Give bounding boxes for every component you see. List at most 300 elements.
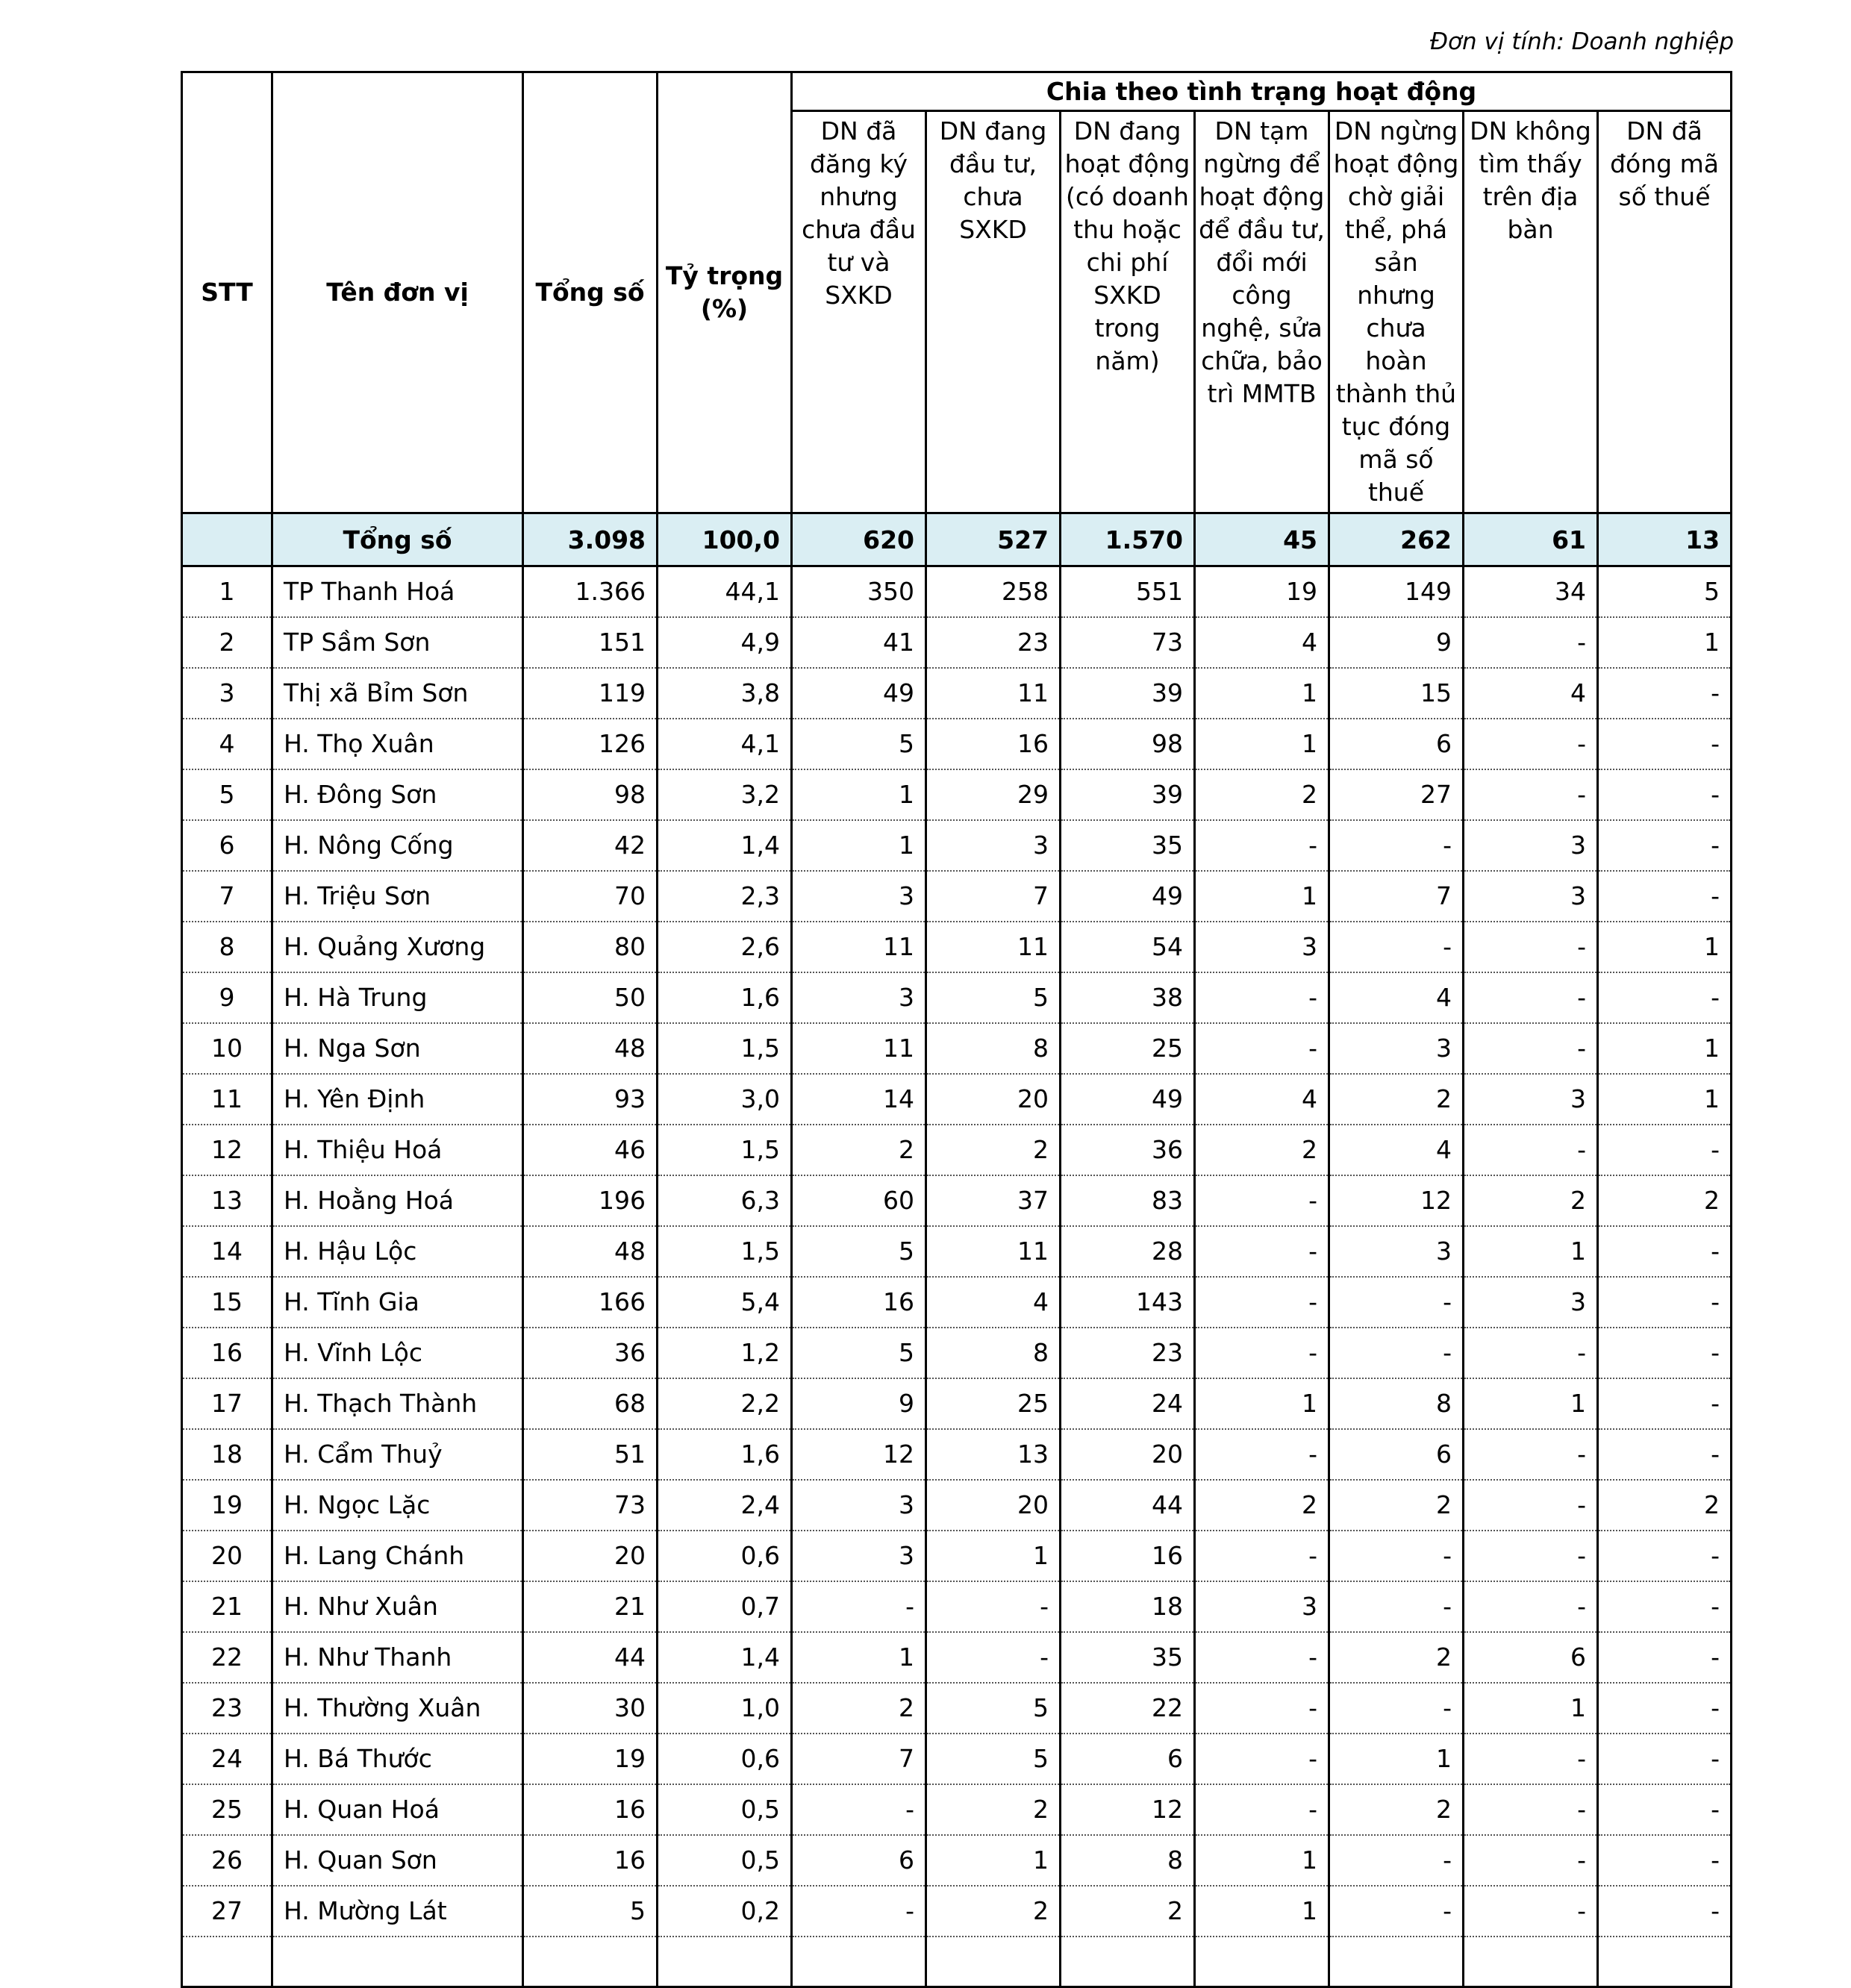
cell-operating: 35 [1061, 820, 1195, 871]
cell-operating: 49 [1061, 1074, 1195, 1125]
table-row [182, 769, 1732, 820]
cell-ceased: 9 [1329, 617, 1464, 668]
cell-ceased: - [1329, 1886, 1464, 1937]
cell-ceased: - [1329, 1531, 1464, 1581]
cell-stt: 4 [182, 719, 272, 769]
empty-cell [272, 1937, 523, 1987]
cell-not-found: - [1464, 719, 1598, 769]
cell-suspended: 1 [1195, 1378, 1329, 1429]
cell-not-found: - [1464, 1784, 1598, 1835]
cell-stt: 18 [182, 1429, 272, 1480]
cell-suspended: 1 [1195, 668, 1329, 719]
cell-operating: 36 [1061, 1125, 1195, 1175]
cell-name: H. Cẩm Thuỷ [272, 1429, 523, 1480]
cell-registered: 3 [792, 871, 926, 922]
cell-total: 93 [523, 1074, 658, 1125]
cell-total: 98 [523, 769, 658, 820]
cell-stt: 7 [182, 871, 272, 922]
cell-stt: 9 [182, 972, 272, 1023]
cell-share: 1,6 [658, 1429, 792, 1480]
cell-stt: 19 [182, 1480, 272, 1531]
header-sub-closed: DN đã đóng mã số thuế [1598, 111, 1732, 513]
table-row [182, 719, 1732, 769]
cell-registered: 41 [792, 617, 926, 668]
cell-ceased: 2 [1329, 1480, 1464, 1531]
cell-closed: - [1598, 1531, 1732, 1581]
cell-name: H. Hoằng Hoá [272, 1175, 523, 1226]
cell-investing: - [926, 1632, 1061, 1683]
cell-total: 166 [523, 1277, 658, 1328]
header-sub-investing: DN đang đầu tư, chưa SXKD [926, 111, 1061, 513]
cell-investing: 4 [926, 1277, 1061, 1328]
cell-closed: 5 [1598, 566, 1732, 617]
empty-cell [792, 1937, 926, 1987]
cell-total: 196 [523, 1175, 658, 1226]
cell-ceased: 27 [1329, 769, 1464, 820]
cell-share: 1,0 [658, 1683, 792, 1734]
cell-operating: 73 [1061, 617, 1195, 668]
total-row [182, 513, 1732, 566]
cell-operating: 25 [1061, 1023, 1195, 1074]
table-row [182, 1531, 1732, 1581]
cell-share: 4,1 [658, 719, 792, 769]
cell-closed: 1 [1598, 1074, 1732, 1125]
cell-name: TP Sầm Sơn [272, 617, 523, 668]
total-suspended: 45 [1195, 513, 1329, 566]
cell-operating: 98 [1061, 719, 1195, 769]
cell-stt: 21 [182, 1581, 272, 1632]
cell-ceased: 4 [1329, 972, 1464, 1023]
cell-not-found: 4 [1464, 668, 1598, 719]
table-row [182, 566, 1732, 617]
cell-not-found: - [1464, 1328, 1598, 1378]
header-name: Tên đơn vị [272, 72, 523, 513]
cell-registered: 3 [792, 1480, 926, 1531]
cell-registered: 16 [792, 1277, 926, 1328]
cell-ceased: - [1329, 1277, 1464, 1328]
cell-share: 1,4 [658, 820, 792, 871]
cell-name: H. Thường Xuân [272, 1683, 523, 1734]
empty-cell [1329, 1937, 1464, 1987]
cell-closed: - [1598, 871, 1732, 922]
cell-share: 1,2 [658, 1328, 792, 1378]
cell-suspended: - [1195, 820, 1329, 871]
cell-operating: 54 [1061, 922, 1195, 972]
cell-suspended: 2 [1195, 769, 1329, 820]
cell-total: 48 [523, 1023, 658, 1074]
cell-suspended: 3 [1195, 1581, 1329, 1632]
cell-name: H. Đông Sơn [272, 769, 523, 820]
cell-share: 3,8 [658, 668, 792, 719]
cell-closed: - [1598, 1886, 1732, 1937]
cell-name: H. Yên Định [272, 1074, 523, 1125]
total-ceased: 262 [1329, 513, 1464, 566]
cell-suspended: - [1195, 1784, 1329, 1835]
cell-suspended: - [1195, 1632, 1329, 1683]
table-row [182, 1581, 1732, 1632]
cell-stt: 6 [182, 820, 272, 871]
cell-stt: 12 [182, 1125, 272, 1175]
cell-investing: 7 [926, 871, 1061, 922]
cell-total: 36 [523, 1328, 658, 1378]
cell-operating: 12 [1061, 1784, 1195, 1835]
cell-investing: 5 [926, 972, 1061, 1023]
empty-cell [523, 1937, 658, 1987]
table-row [182, 1378, 1732, 1429]
cell-share: 0,2 [658, 1886, 792, 1937]
cell-not-found: 3 [1464, 871, 1598, 922]
cell-stt: 14 [182, 1226, 272, 1277]
cell-suspended: - [1195, 972, 1329, 1023]
cell-suspended: 2 [1195, 1480, 1329, 1531]
cell-suspended: 4 [1195, 1074, 1329, 1125]
cell-stt: 22 [182, 1632, 272, 1683]
cell-closed: - [1598, 719, 1732, 769]
cell-operating: 38 [1061, 972, 1195, 1023]
cell-share: 44,1 [658, 566, 792, 617]
cell-operating: 23 [1061, 1328, 1195, 1378]
header-stt: STT [182, 72, 272, 513]
total-share: 100,0 [658, 513, 792, 566]
cell-operating: 8 [1061, 1835, 1195, 1886]
cell-not-found: - [1464, 1125, 1598, 1175]
header-group: Chia theo tình trạng hoạt động [792, 72, 1732, 111]
cell-ceased: - [1329, 820, 1464, 871]
header-sub-registered: DN đã đăng ký nhưng chưa đầu tư và SXKD [792, 111, 926, 513]
table-row [182, 1125, 1732, 1175]
cell-name: H. Quảng Xương [272, 922, 523, 972]
cell-share: 6,3 [658, 1175, 792, 1226]
cell-registered: 6 [792, 1835, 926, 1886]
cell-share: 1,5 [658, 1226, 792, 1277]
table-row [182, 922, 1732, 972]
cell-registered: 12 [792, 1429, 926, 1480]
cell-total: 5 [523, 1886, 658, 1937]
cell-ceased: - [1329, 1683, 1464, 1734]
cell-name: H. Như Xuân [272, 1581, 523, 1632]
table-row [182, 871, 1732, 922]
cell-name: H. Bá Thước [272, 1734, 523, 1784]
cell-stt: 5 [182, 769, 272, 820]
cell-operating: 83 [1061, 1175, 1195, 1226]
cell-investing: 258 [926, 566, 1061, 617]
cell-registered: - [792, 1886, 926, 1937]
cell-operating: 16 [1061, 1531, 1195, 1581]
cell-share: 0,5 [658, 1835, 792, 1886]
cell-ceased: 2 [1329, 1074, 1464, 1125]
cell-total: 50 [523, 972, 658, 1023]
header-sub-suspended: DN tạm ngừng để hoạt động để đầu tư, đổi mới công nghệ, sửa chữa, bảo trì MMTB [1195, 111, 1329, 513]
table-row [182, 1429, 1732, 1480]
cell-total: 151 [523, 617, 658, 668]
cell-suspended: - [1195, 1328, 1329, 1378]
cell-investing: 5 [926, 1683, 1061, 1734]
header-share: Tỷ trọng (%) [658, 72, 792, 513]
cell-ceased: 8 [1329, 1378, 1464, 1429]
cell-ceased: 15 [1329, 668, 1464, 719]
cell-name: H. Ngọc Lặc [272, 1480, 523, 1531]
cell-stt: 20 [182, 1531, 272, 1581]
cell-operating: 35 [1061, 1632, 1195, 1683]
cell-closed: 1 [1598, 1023, 1732, 1074]
empty-cell [182, 1937, 272, 1987]
cell-total: 42 [523, 820, 658, 871]
cell-total: 119 [523, 668, 658, 719]
cell-not-found: - [1464, 1581, 1598, 1632]
unit-note: Đơn vị tính: Doanh nghiệp [1430, 28, 1734, 55]
empty-cell [1195, 1937, 1329, 1987]
cell-ceased: 4 [1329, 1125, 1464, 1175]
cell-suspended: - [1195, 1023, 1329, 1074]
cell-suspended: 1 [1195, 719, 1329, 769]
cell-name: H. Hậu Lộc [272, 1226, 523, 1277]
table-row [182, 1683, 1732, 1734]
cell-share: 0,7 [658, 1581, 792, 1632]
cell-not-found: 3 [1464, 1074, 1598, 1125]
cell-name: H. Thiệu Hoá [272, 1125, 523, 1175]
cell-not-found: - [1464, 617, 1598, 668]
cell-share: 1,4 [658, 1632, 792, 1683]
cell-operating: 49 [1061, 871, 1195, 922]
cell-registered: 1 [792, 820, 926, 871]
table-row [182, 1226, 1732, 1277]
cell-not-found: 2 [1464, 1175, 1598, 1226]
cell-stt: 1 [182, 566, 272, 617]
total-operating: 1.570 [1061, 513, 1195, 566]
cell-investing: - [926, 1581, 1061, 1632]
cell-not-found: 3 [1464, 1277, 1598, 1328]
cell-total: 30 [523, 1683, 658, 1734]
cell-registered: 350 [792, 566, 926, 617]
cell-total: 48 [523, 1226, 658, 1277]
cell-share: 4,9 [658, 617, 792, 668]
cell-total: 16 [523, 1835, 658, 1886]
cell-name: H. Thạch Thành [272, 1378, 523, 1429]
cell-total: 44 [523, 1632, 658, 1683]
cell-investing: 13 [926, 1429, 1061, 1480]
total-investing: 527 [926, 513, 1061, 566]
table-row [182, 972, 1732, 1023]
cell-suspended: 3 [1195, 922, 1329, 972]
cell-stt: 25 [182, 1784, 272, 1835]
cell-operating: 20 [1061, 1429, 1195, 1480]
cell-suspended: 1 [1195, 1886, 1329, 1937]
cell-name: H. Nông Cống [272, 820, 523, 871]
total-closed: 13 [1598, 513, 1732, 566]
table-row [182, 1328, 1732, 1378]
cell-closed: 1 [1598, 922, 1732, 972]
empty-cell [1061, 1937, 1195, 1987]
cell-ceased: - [1329, 1328, 1464, 1378]
cell-stt: 27 [182, 1886, 272, 1937]
cell-suspended: - [1195, 1175, 1329, 1226]
cell-investing: 1 [926, 1835, 1061, 1886]
cell-name: H. Hà Trung [272, 972, 523, 1023]
cell-registered: 1 [792, 769, 926, 820]
cell-name: H. Nga Sơn [272, 1023, 523, 1074]
cell-investing: 2 [926, 1125, 1061, 1175]
cell-total: 51 [523, 1429, 658, 1480]
cell-total: 21 [523, 1581, 658, 1632]
cell-registered: 2 [792, 1683, 926, 1734]
cell-investing: 8 [926, 1328, 1061, 1378]
cell-share: 3,0 [658, 1074, 792, 1125]
cell-not-found: - [1464, 1835, 1598, 1886]
cell-suspended: 2 [1195, 1125, 1329, 1175]
cell-total: 1.366 [523, 566, 658, 617]
header-total: Tổng số [523, 72, 658, 513]
cell-registered: 5 [792, 1226, 926, 1277]
cell-suspended: - [1195, 1531, 1329, 1581]
cell-not-found: - [1464, 1734, 1598, 1784]
cell-name: Thị xã Bỉm Sơn [272, 668, 523, 719]
cell-stt: 24 [182, 1734, 272, 1784]
table-row [182, 1277, 1732, 1328]
cell-share: 2,4 [658, 1480, 792, 1531]
cell-closed: - [1598, 1328, 1732, 1378]
cell-investing: 2 [926, 1784, 1061, 1835]
cell-share: 5,4 [658, 1277, 792, 1328]
cell-suspended: - [1195, 1226, 1329, 1277]
table-row [182, 1175, 1732, 1226]
cell-registered: 11 [792, 1023, 926, 1074]
cell-not-found: - [1464, 972, 1598, 1023]
cell-suspended: - [1195, 1734, 1329, 1784]
cell-operating: 28 [1061, 1226, 1195, 1277]
cell-investing: 2 [926, 1886, 1061, 1937]
empty-cell [658, 1937, 792, 1987]
cell-not-found: - [1464, 922, 1598, 972]
cell-stt: 11 [182, 1074, 272, 1125]
cell-operating: 24 [1061, 1378, 1195, 1429]
cell-not-found: 1 [1464, 1683, 1598, 1734]
cell-ceased: 149 [1329, 566, 1464, 617]
cell-name: H. Triệu Sơn [272, 871, 523, 922]
cell-stt: 26 [182, 1835, 272, 1886]
cell-investing: 23 [926, 617, 1061, 668]
cell-closed: - [1598, 820, 1732, 871]
total-registered: 620 [792, 513, 926, 566]
cell-ceased: 1 [1329, 1734, 1464, 1784]
cell-registered: 5 [792, 1328, 926, 1378]
cell-suspended: 19 [1195, 566, 1329, 617]
cell-total: 16 [523, 1784, 658, 1835]
cell-investing: 11 [926, 668, 1061, 719]
cell-ceased: - [1329, 1581, 1464, 1632]
table-row [182, 1784, 1732, 1835]
total-not-found: 61 [1464, 513, 1598, 566]
cell-operating: 2 [1061, 1886, 1195, 1937]
cell-ceased: 6 [1329, 1429, 1464, 1480]
table-row [182, 1074, 1732, 1125]
table-row [182, 1480, 1732, 1531]
cell-share: 1,5 [658, 1023, 792, 1074]
table-row [182, 1734, 1732, 1784]
cell-share: 1,6 [658, 972, 792, 1023]
cell-registered: 1 [792, 1632, 926, 1683]
cell-registered: - [792, 1784, 926, 1835]
table-row [182, 668, 1732, 719]
cell-share: 0,5 [658, 1784, 792, 1835]
cell-registered: 14 [792, 1074, 926, 1125]
cell-closed: - [1598, 1835, 1732, 1886]
cell-investing: 3 [926, 820, 1061, 871]
cell-not-found: - [1464, 1886, 1598, 1937]
cell-closed: - [1598, 1378, 1732, 1429]
cell-name: H. Tĩnh Gia [272, 1277, 523, 1328]
cell-total: 46 [523, 1125, 658, 1175]
cell-name: TP Thanh Hoá [272, 566, 523, 617]
cell-not-found: - [1464, 769, 1598, 820]
cell-closed: - [1598, 1125, 1732, 1175]
cell-registered: 49 [792, 668, 926, 719]
total-label: Tổng số [272, 513, 523, 566]
cell-closed: - [1598, 1429, 1732, 1480]
cell-ceased: 2 [1329, 1784, 1464, 1835]
cell-closed: - [1598, 1277, 1732, 1328]
cell-registered: 7 [792, 1734, 926, 1784]
cell-share: 1,5 [658, 1125, 792, 1175]
cell-ceased: - [1329, 922, 1464, 972]
cell-name: H. Vĩnh Lộc [272, 1328, 523, 1378]
empty-row [182, 1937, 1732, 1987]
empty-cell [926, 1937, 1061, 1987]
cell-closed: - [1598, 1784, 1732, 1835]
cell-not-found: 1 [1464, 1226, 1598, 1277]
empty-cell [1598, 1937, 1732, 1987]
cell-stt: 2 [182, 617, 272, 668]
cell-total: 70 [523, 871, 658, 922]
cell-share: 3,2 [658, 769, 792, 820]
cell-total: 126 [523, 719, 658, 769]
cell-ceased: 12 [1329, 1175, 1464, 1226]
cell-share: 0,6 [658, 1531, 792, 1581]
cell-total: 20 [523, 1531, 658, 1581]
table-row [182, 617, 1732, 668]
table-row [182, 1886, 1732, 1937]
cell-operating: 22 [1061, 1683, 1195, 1734]
cell-total: 68 [523, 1378, 658, 1429]
cell-not-found: 3 [1464, 820, 1598, 871]
cell-ceased: 3 [1329, 1023, 1464, 1074]
cell-closed: 2 [1598, 1480, 1732, 1531]
cell-closed: - [1598, 1632, 1732, 1683]
cell-closed: - [1598, 769, 1732, 820]
cell-operating: 18 [1061, 1581, 1195, 1632]
cell-name: H. Quan Sơn [272, 1835, 523, 1886]
cell-closed: - [1598, 668, 1732, 719]
cell-registered: 2 [792, 1125, 926, 1175]
table-row [182, 820, 1732, 871]
cell-total: 19 [523, 1734, 658, 1784]
cell-share: 2,3 [658, 871, 792, 922]
cell-not-found: - [1464, 1023, 1598, 1074]
cell-stt: 23 [182, 1683, 272, 1734]
total-count: 3.098 [523, 513, 658, 566]
cell-not-found: 6 [1464, 1632, 1598, 1683]
cell-ceased: - [1329, 1835, 1464, 1886]
cell-closed: - [1598, 1734, 1732, 1784]
cell-stt: 3 [182, 668, 272, 719]
cell-investing: 16 [926, 719, 1061, 769]
table-row [182, 1632, 1732, 1683]
cell-investing: 8 [926, 1023, 1061, 1074]
enterprise-status-table [181, 71, 1732, 1988]
cell-closed: 1 [1598, 617, 1732, 668]
cell-name: H. Mường Lát [272, 1886, 523, 1937]
cell-share: 2,6 [658, 922, 792, 972]
cell-not-found: - [1464, 1480, 1598, 1531]
